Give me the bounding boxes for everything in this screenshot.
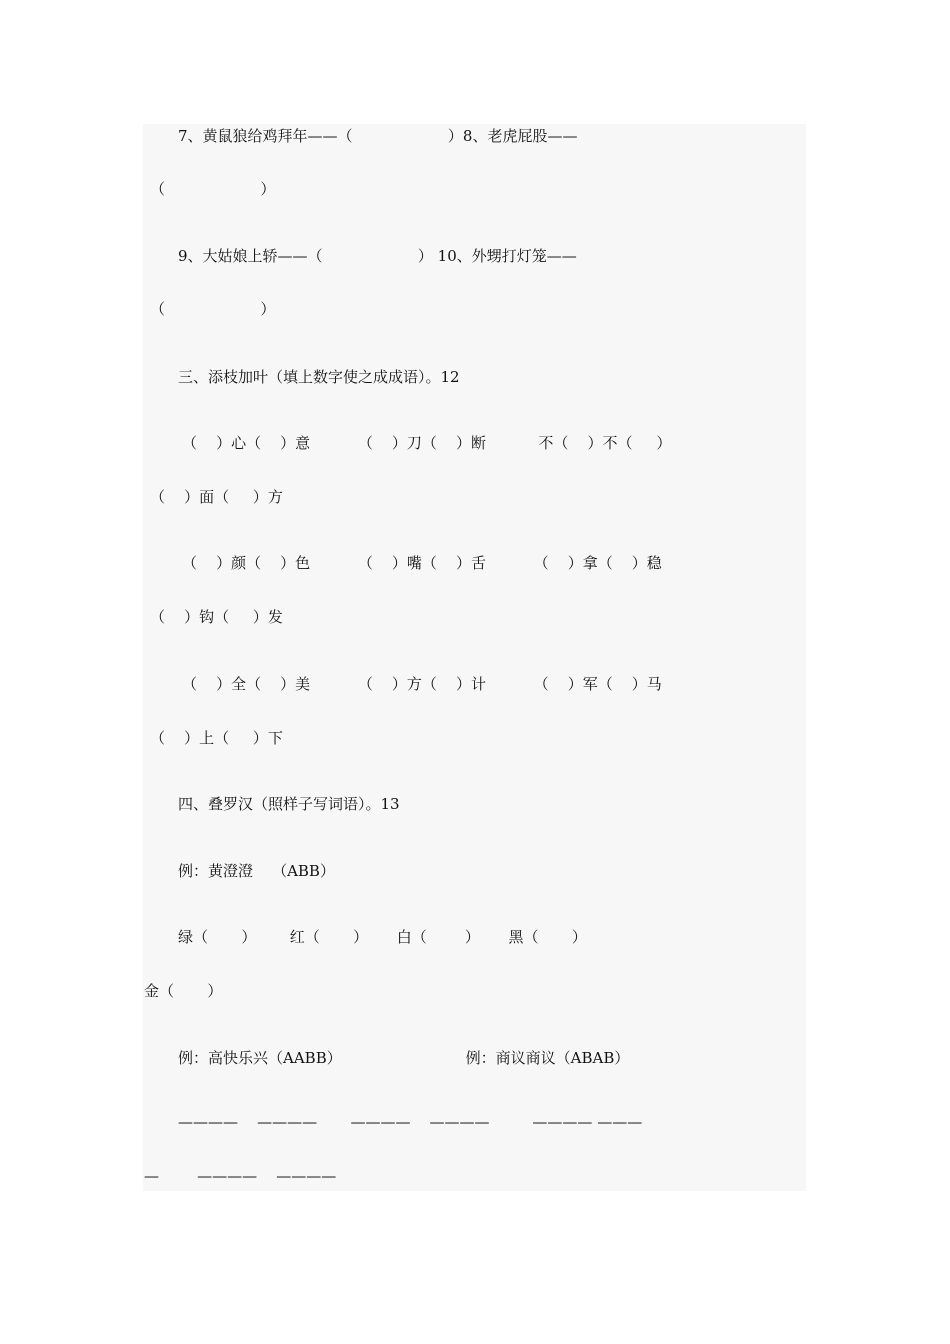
idiom-row-2: （ ）颜（ ）色 （ ）嘴（ ）舌 （ ）拿（ ）稳 [182, 554, 662, 572]
section-4-heading: 四、叠罗汉（照样子写词语）。13 [178, 795, 400, 813]
riddle-line-10-answer: （ ） [150, 300, 276, 318]
answer-dash-cont: — ———— ———— [144, 1167, 337, 1185]
riddle-line-8-answer: （ ） [150, 180, 276, 198]
section-3-heading: 三、添枝加叶（填上数字使之成成语）。12 [178, 368, 460, 386]
idiom-row-3: （ ）全（ ）美 （ ）方（ ）计 （ ）军（ ）马 [182, 675, 662, 693]
idiom-row-2-cont: （ ）钩（ ）发 [150, 608, 283, 626]
answer-dash-row: ———— ———— ———— ———— ———— ——— [178, 1113, 643, 1131]
example-aabb-abab: 例：高快乐兴（AABB） 例：商议商议（ABAB） [178, 1049, 630, 1067]
riddle-line-7-8: 7、黄鼠狼给鸡拜年——（ ）8、老虎屁股—— [178, 127, 578, 145]
example-abb: 例：黄澄澄 （ABB） [178, 862, 335, 880]
color-blanks-cont: 金（ ） [144, 982, 223, 1000]
idiom-row-1: （ ）心（ ）意 （ ）刀（ ）断 不（ ）不（ ） [182, 434, 672, 452]
riddle-line-9-10: 9、大姑娘上轿——（ ） 10、外甥打灯笼—— [178, 247, 577, 265]
idiom-row-1-cont: （ ）面（ ）方 [150, 488, 283, 506]
idiom-row-3-cont: （ ）上（ ）下 [150, 729, 283, 747]
document-page [143, 124, 806, 1191]
color-blanks-row: 绿（ ） 红（ ） 白（ ） 黑（ ） [178, 928, 587, 946]
